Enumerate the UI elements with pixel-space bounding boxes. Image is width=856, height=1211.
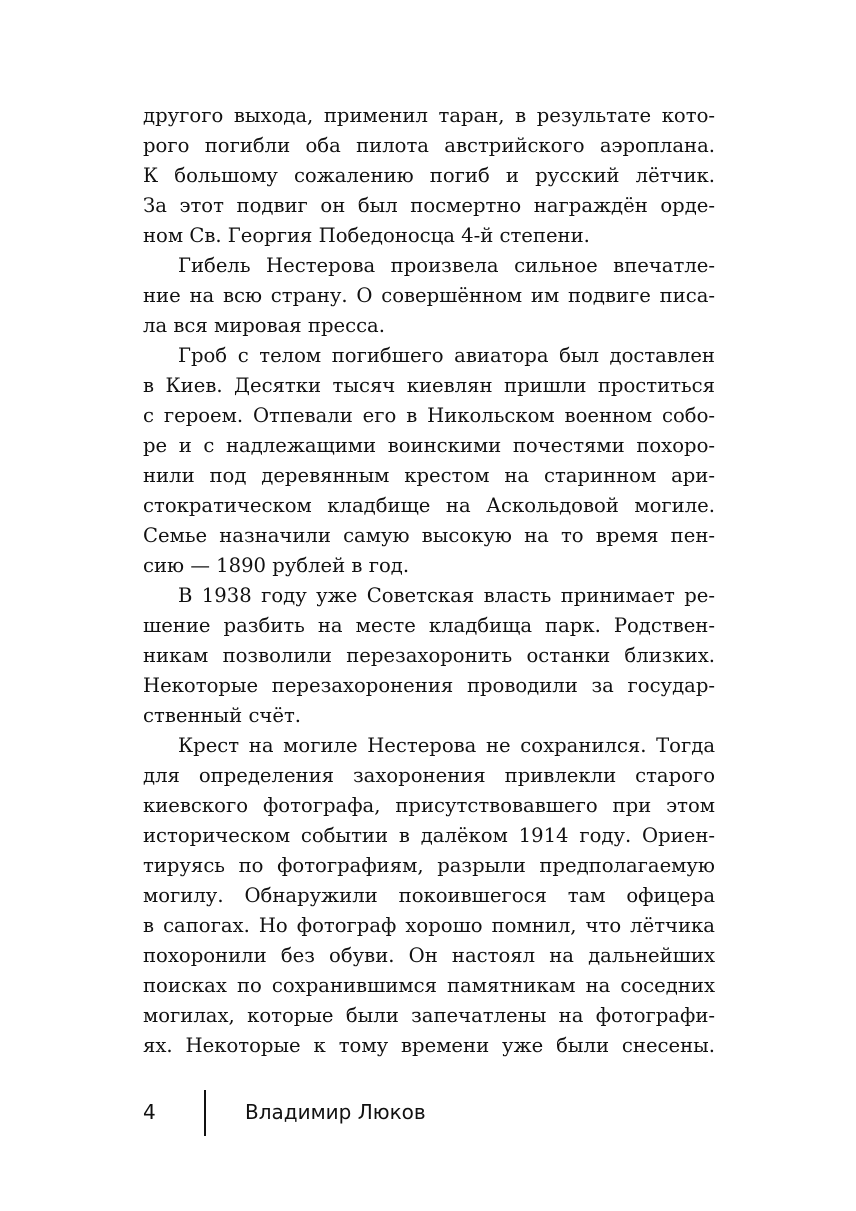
paragraph (143, 731, 715, 1061)
text-line: никам позволили перезахоронить останки близких. (143, 644, 715, 667)
text-line: похоронили без обуви. Он настоял на дальнейших (143, 944, 715, 967)
text-line: шение разбить на месте кладбища парк. Родствен- (143, 614, 715, 637)
text-line: Семье назначили самую высокую на то время пен- (143, 524, 715, 547)
text-line: Крест на могиле Нестерова не сохранился. Тогда (178, 734, 715, 757)
text-line: Гибель Нестерова произвела сильное впечатле- (178, 254, 715, 277)
text-line: в Киев. Десятки тысяч киевлян пришли проститься (143, 374, 715, 397)
text-line: стократическом кладбище на Аскольдовой могиле. (143, 494, 715, 517)
page-number: 4 (143, 1100, 156, 1124)
body-text (143, 101, 715, 1061)
paragraph (143, 581, 715, 731)
page-footer (0, 1090, 856, 1138)
text-line: в сапогах. Но фотограф хорошо помнил, что лётчика (143, 914, 715, 937)
text-line: К большому сожалению погиб и русский лётчик. (143, 164, 715, 187)
text-line: нили под деревянным крестом на старинном ари- (143, 464, 715, 487)
text-line: киевского фотографа, присутствовавшего при этом (143, 794, 715, 817)
paragraph (143, 251, 715, 341)
text-line: тируясь по фотографиям, разрыли предполагаемую (143, 854, 715, 877)
text-line: Гроб с телом погибшего авиатора был доставлен (178, 344, 715, 367)
text-line: ном Св. Георгия Победоносца 4-й степени. (143, 224, 590, 247)
text-line: рого погибли оба пилота австрийского аэроплана. (143, 134, 715, 157)
text-line: поисках по сохранившимся памятникам на соседних (143, 974, 715, 997)
text-line: Некоторые перезахоронения проводили за государ- (143, 674, 715, 697)
text-line: ре и с надлежащими воинскими почестями похоро- (143, 434, 715, 457)
paragraph (143, 341, 715, 581)
text-line: ях. Некоторые к тому времени уже были снесены. (143, 1034, 715, 1057)
text-line: историческом событии в далёком 1914 году. Ориен- (143, 824, 715, 847)
footer-divider (204, 1090, 206, 1136)
text-line: с героем. Отпевали его в Никольском военном собо- (143, 404, 715, 427)
paragraph (143, 101, 715, 251)
text-line: В 1938 году уже Советская власть принимает ре- (178, 584, 715, 607)
text-line: могилах, которые были запечатлены на фотографи- (143, 1004, 715, 1027)
text-line: За этот подвиг он был посмертно награждён орде- (143, 194, 715, 217)
text-line: ние на всю страну. О совершённом им подвиге писа- (143, 284, 715, 307)
text-line: могилу. Обнаружили покоившегося там офицера (143, 884, 715, 907)
text-line: для определения захоронения привлекли старого (143, 764, 715, 787)
text-line: другого выхода, применил таран, в результате кото- (143, 104, 715, 127)
text-line: ла вся мировая пресса. (143, 314, 385, 337)
text-line: ственный счёт. (143, 704, 302, 727)
running-head-author: Владимир Люков (245, 1100, 426, 1124)
text-line: сию — 1890 рублей в год. (143, 554, 410, 577)
